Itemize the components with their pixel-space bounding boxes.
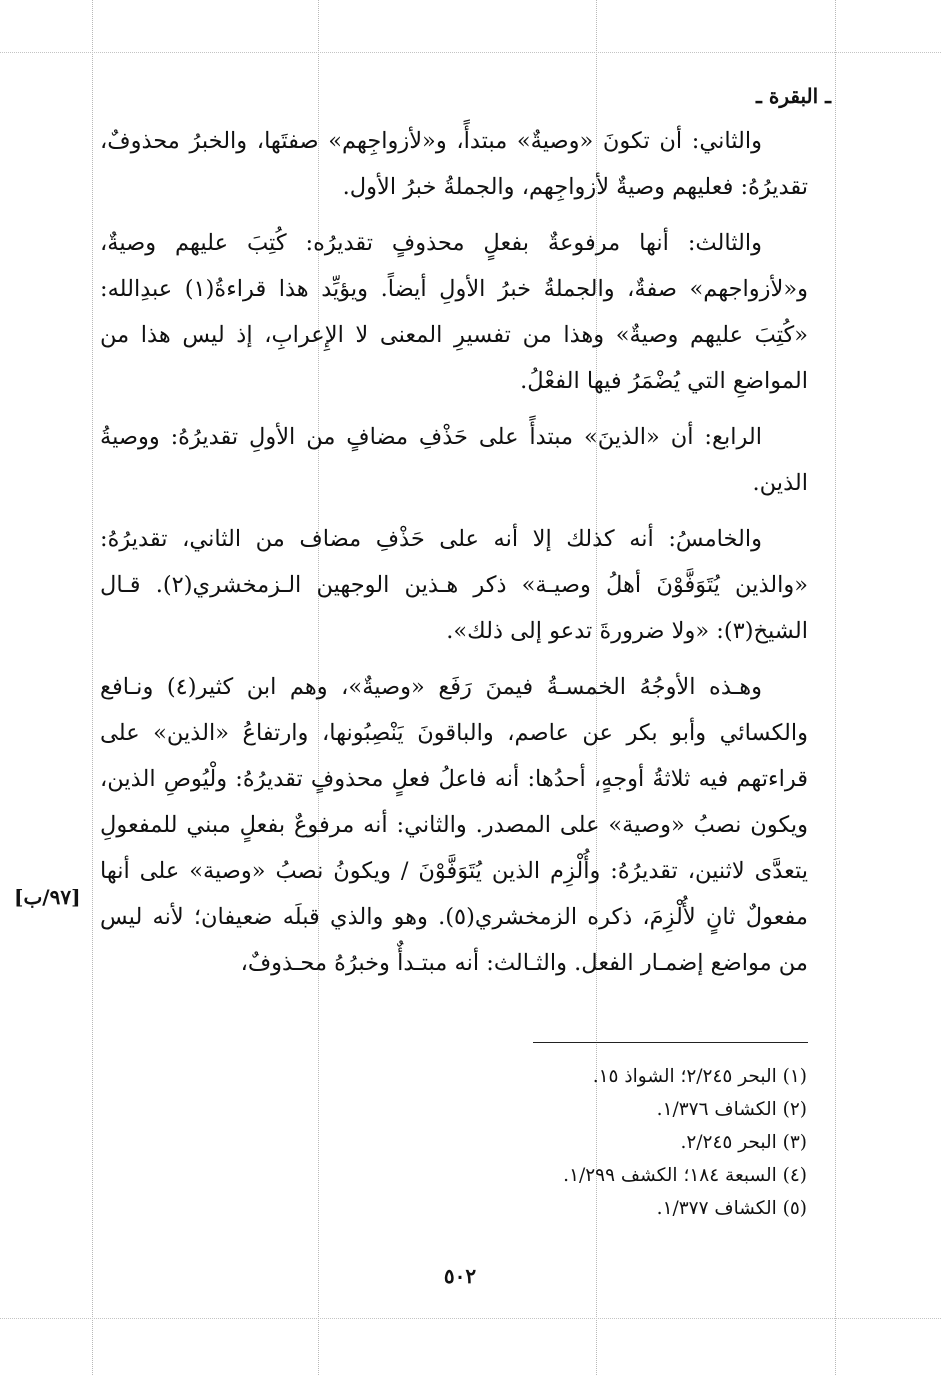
manuscript-folio-marker: [٩٧/ب] (14, 885, 81, 909)
footnote-item: (١) البحر ٢/٢٤٥؛ الشواذ ١٥. (592, 1066, 807, 1087)
paragraph-third-view (100, 220, 808, 404)
page-number: ٥٠٢ (443, 1264, 477, 1288)
paragraph-text: والثاني: أن تكونَ «وصيةٌ» مبتدأً، و«لأزواجِهم» صفتَها، والخبرُ محذوفٌ، تقديرُهُ: فعليهم وصيةٌ لأزواجِهم، والجملةُ خبرُ الأول. (100, 128, 808, 200)
scan-guide-line (835, 0, 836, 1375)
paragraph-text: الرابع: أن «الذينَ» مبتدأً على حَذْفِ مضافٍ من الأولِ تقديرُهُ: ووصيةُ الذين. (100, 424, 808, 496)
scan-guide-line (92, 0, 93, 1375)
scan-guide-line (0, 52, 941, 53)
paragraph-five-views-summary (100, 664, 808, 986)
footnote-divider (533, 1042, 808, 1043)
paragraph-second-view (100, 118, 808, 210)
paragraph-text: والخامسُ: أنه كذلك إلا أنه على حَذْفِ مضاف من الثاني، تقديرُهُ: «والذين يُتَوَفَّوْنَ أهلُ وصيـة» ذكر هـذين الوجهين الـزمخشري(٢). قـال الشيخ(٣): «ولا ضرورةَ تدعو إلى ذلك». (100, 526, 808, 644)
scan-guide-line (0, 1318, 941, 1319)
running-header: ـ البقرة ـ (756, 84, 831, 108)
footnote-item: (٤) السبعة ١٨٤؛ الكشف ١/٢٩٩. (563, 1165, 807, 1186)
footnote-item: (٥) الكشاف ١/٣٧٧. (656, 1198, 807, 1219)
paragraph-fifth-view (100, 516, 808, 654)
paragraph-text: والثالث: أنها مرفوعةٌ بفعلٍ محذوفٍ تقديرُه: كُتِبَ عليهم وصيةٌ، و«لأزواجهم» صفةٌ، والجملةُ خبرُ الأولِ أيضاً. ويؤيِّد هذا قراءةُ(١) عبدِالله: «كُتِبَ عليهم وصيةٌ» وهذا من تفسيرِ المعنى لا الإِعرابِ، إذ ليس هذا من المواضعِ التي يُضْمَرُ فيها الفعْلُ. (100, 230, 808, 394)
main-text (100, 118, 808, 996)
footnote-item: (٣) البحر ٢/٢٤٥. (680, 1132, 807, 1153)
footnote-item: (٢) الكشاف ١/٣٧٦. (656, 1099, 807, 1120)
paragraph-text: وهـذه الأوجُهُ الخمسـةُ فيمنَ رَفَع «وصيةٌ»، وهم ابن كثير(٤) ونـافع والكسائي وأبو بكر عن عاصم، والباقونَ يَنْصِبُونها، وارتفاعُ «الذين» على قراءتهم فيه ثلاثةُ أوجهٍ، أحدُها: أنه فاعلُ فعلٍ محذوفٍ تقديرُهُ: ولْيُوصِ الذين، ويكون نصبُ «وصية» على المصدر. والثاني: أنه مرفوعٌ بفعلٍ مبني للمفعولِ يتعدَّى لاثنين، تقديرُهُ: وأُلْزِم الذين يُتَوَفَّوْنَ / ويكونُ نصبُ «وصية» على أنها مفعولٌ ثانٍ لأُلْزِمَ، ذكره الزمخشري(٥). وهو والذي قبلَه ضعيفان؛ لأنه ليس من مواضع إضمـار الفعل. والثـالث: أنه مبتـدأٌ وخبرُهُ محـذوفٌ، (100, 674, 808, 976)
paragraph-fourth-view (100, 414, 808, 506)
footnotes (387, 1060, 807, 1225)
